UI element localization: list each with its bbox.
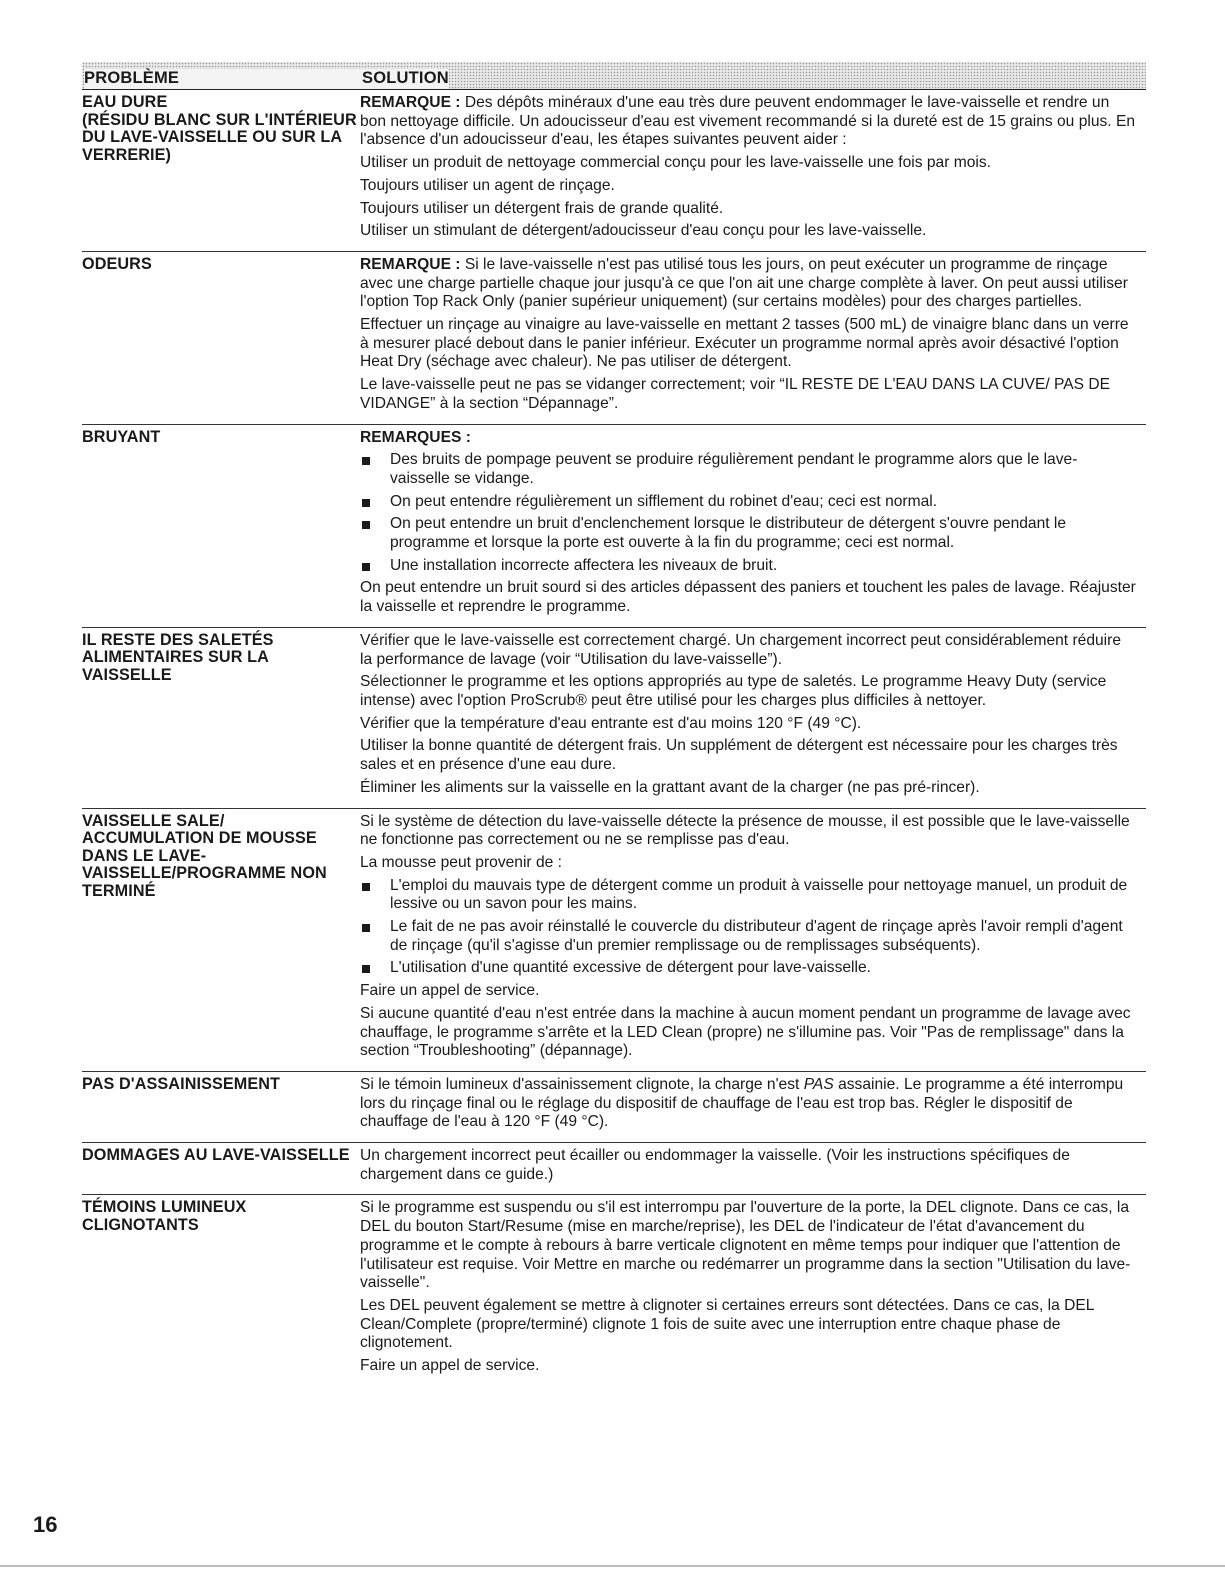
solution-paragraph: Le lave-vaisselle peut ne pas se vidanger correctement; voir “IL RESTE DE L'EAU DANS LA CUVE/ PAS DE VIDANGE” à la section “Dépannage”. bbox=[360, 376, 1111, 412]
page-number: 16 bbox=[33, 1512, 58, 1537]
problem-cell bbox=[82, 429, 360, 621]
solution-cell bbox=[360, 1147, 1146, 1188]
list-item-text: L'emploi du mauvais type de détergent comme un produit à vaisselle pour nettoyage manuel, un produit de lessive ou un savon pour les mains. bbox=[390, 876, 1128, 913]
table-row bbox=[82, 90, 1146, 252]
list-item-text: Une installation incorrecte affectera les niveaux de bruit. bbox=[390, 556, 778, 574]
square-bullet-icon bbox=[362, 521, 370, 529]
problem-title: VAISSELLE SALE/ ACCUMULATION DE MOUSSE DANS LE LAVE-VAISSELLE/PROGRAMME NON TERMINÉ bbox=[82, 811, 327, 900]
note-label: REMARQUES : bbox=[360, 428, 471, 446]
solution-paragraph: Utiliser un produit de nettoyage commercial conçu pour les lave-vaisselle une fois par mois. bbox=[360, 154, 991, 172]
list-item bbox=[360, 515, 1136, 552]
solution-paragraph: Vérifier que le lave-vaisselle est correctement chargé. Un chargement incorrect peut considérablement réduire la performance de lavage (voir “Utilisation du lave-vaisselle”). bbox=[360, 631, 1122, 668]
list-item-text: On peut entendre un bruit d'enclenchement lorsque le distributeur de détergent s'ouvre pendant le programme et lorsque la porte est ouverte à la fin du programme; ceci est normal. bbox=[390, 515, 1067, 552]
emphasis-text: PAS bbox=[803, 1075, 834, 1093]
bottom-divider bbox=[0, 1565, 1225, 1567]
solution-paragraph bbox=[360, 429, 1136, 448]
solution-paragraph: Sélectionner le programme et les options appropriés au type de saletés. Le programme Heavy Duty (service intense) avec l'option ProScrub® peut être utilisé pour les charges plus difficiles à nettoyer. bbox=[360, 673, 1107, 709]
solution-paragraph: Vérifier que la température d'eau entrante est d'au moins 120 °F (49 °C). bbox=[360, 714, 862, 732]
solution-cell bbox=[360, 1199, 1146, 1379]
square-bullet-icon bbox=[362, 965, 370, 973]
list-item bbox=[360, 959, 1136, 978]
bullet-list bbox=[360, 877, 1136, 979]
problem-title: EAU DURE (RÉSIDU BLANC SUR L'INTÉRIEUR DU LAVE-VAISSELLE OU SUR LA VERRERIE) bbox=[82, 93, 357, 164]
bullet-list bbox=[360, 451, 1136, 575]
problem-cell bbox=[82, 1147, 360, 1188]
text-segment: assainie. Le programme a été interrompu lors du rinçage final ou le réglage du dispositif de chauffage de l'eau est trop bas. Régler le dispositif de chauffage de l'eau à 120 °F (49 °C). bbox=[360, 1075, 1124, 1131]
list-item-text: Le fait de ne pas avoir réinstallé le couvercle du distributeur d'agent de rinçage après l'avoir rempli d'agent de rinçage (qu'il s'agisse d'un premier remplissage ou de remplissages subséquents). bbox=[390, 918, 1123, 954]
solution-cell bbox=[360, 429, 1146, 621]
table-row bbox=[82, 252, 1146, 425]
table-row bbox=[82, 425, 1146, 628]
list-item bbox=[360, 877, 1136, 914]
solution-paragraph: Toujours utiliser un détergent frais de grande qualité. bbox=[360, 199, 724, 217]
note-text: Des dépôts minéraux d'une eau très dure peuvent endommager le lave-vaisselle et rendre un bon nettoyage difficile. Un adoucisseur d'eau est vivement recommandé si la dureté est de 15 grains ou plus. En l'absence d'un adoucisseur d'eau, les étapes suivantes peuvent aider : bbox=[360, 94, 1136, 149]
text-segment: Si le témoin lumineux d'assainissement clignote, la charge n'est bbox=[360, 1075, 804, 1093]
square-bullet-icon bbox=[362, 883, 370, 891]
troubleshooting-table bbox=[82, 62, 1146, 1386]
problem-cell bbox=[82, 1199, 360, 1379]
note-label: REMARQUE : bbox=[360, 255, 461, 273]
table-row bbox=[82, 809, 1146, 1072]
problem-title: BRUYANT bbox=[82, 427, 161, 446]
solution-paragraph bbox=[360, 256, 1136, 312]
square-bullet-icon bbox=[362, 499, 370, 507]
list-item-text: L'utilisation d'une quantité excessive de détergent pour lave-vaisselle. bbox=[390, 959, 871, 977]
solution-paragraph: Si aucune quantité d'eau n'est entrée dans la machine à aucun moment pendant un programme de lavage avec chauffage, le programme s'arrête et la LED Clean (propre) ne s'illumine pas. Voir "Pas de remplissage" dans la section “Troubleshooting” (dépannage). bbox=[360, 1004, 1131, 1060]
square-bullet-icon bbox=[362, 457, 370, 465]
solution-paragraph: La mousse peut provenir de : bbox=[360, 853, 562, 871]
table-row bbox=[82, 628, 1146, 809]
solution-paragraph: Si le système de détection du lave-vaisselle détecte la présence de mousse, il est possible que le lave-vaisselle ne fonctionne pas correctement ou ne se remplisse pas d'eau. bbox=[360, 812, 1130, 849]
solution-paragraph bbox=[360, 94, 1136, 150]
solution-paragraph: Un chargement incorrect peut écailler ou endommager la vaisselle. (Voir les instructions spécifiques de chargement dans ce guide.) bbox=[360, 1147, 1070, 1183]
table-row bbox=[82, 1195, 1146, 1385]
problem-title: TÉMOINS LUMINEUX CLIGNOTANTS bbox=[82, 1198, 247, 1234]
problem-cell bbox=[82, 813, 360, 1065]
problem-cell bbox=[82, 256, 360, 418]
solution-paragraph: Les DEL peuvent également se mettre à clignoter si certaines erreurs sont détectées. Dans ce cas, la DEL Clean/Complete (propre/terminé) clignote 1 fois de suite avec une interruption entre chaque phase de clignotement. bbox=[360, 1296, 1094, 1352]
solution-paragraph: Si le programme est suspendu ou s'il est interrompu par l'ouverture de la porte, la DEL clignote. Dans ce cas, la DEL du bouton Start/Resume (mise en marche/reprise), les DEL de l'indicateur de l'état d'avancement du programme et le compte à rebours à barre verticale clignotent en même temps pour indiquer que l'attention de l'utilisateur est requise. Voir Mettre en marche ou redémarrer un programme dans la section "Utilisation du lave-vaisselle". bbox=[360, 1199, 1131, 1292]
solution-paragraph: On peut entendre un bruit sourd si des articles dépassent des paniers et touchent les pales de lavage. Réajuster la vaisselle et reprendre le programme. bbox=[360, 579, 1136, 616]
table-row bbox=[82, 1143, 1146, 1195]
solution-paragraph: Faire un appel de service. bbox=[360, 982, 540, 1000]
solution-cell bbox=[360, 632, 1146, 802]
list-item-text: Des bruits de pompage peuvent se produire régulièrement pendant le programme alors que le lave-vaisselle se vidange. bbox=[390, 451, 1078, 487]
solution-cell bbox=[360, 1076, 1146, 1136]
table-row bbox=[82, 1072, 1146, 1143]
problem-cell bbox=[82, 632, 360, 802]
note-text: Si le lave-vaisselle n'est pas utilisé tous les jours, on peut exécuter un programme de rinçage avec une charge partielle chaque jour jusqu'à ce que l'on ait une charge complète à laver. On peut aussi utiliser l'option Top Rack Only (panier supérieur uniquement) (sur certains modèles) pour des charges partielles. bbox=[360, 255, 1128, 311]
problem-cell bbox=[82, 1076, 360, 1136]
square-bullet-icon bbox=[362, 924, 370, 932]
solution-paragraph: Utiliser la bonne quantité de détergent frais. Un supplément de détergent est nécessaire pour les charges très sales et en présence d'une eau dure. bbox=[360, 737, 1118, 774]
header-problem: PROBLÈME bbox=[84, 69, 362, 89]
problem-title: PAS D'ASSAINISSEMENT bbox=[82, 1074, 281, 1093]
solution-paragraph: Effectuer un rinçage au vinaigre au lave-vaisselle en mettant 2 tasses (500 mL) de vinaigre blanc dans un verre à mesurer placé debout dans le panier inférieur. Exécuter un programme normal après avoir désactivé l'option Heat Dry (séchage avec chaleur). Ne pas utiliser de détergent. bbox=[360, 316, 1129, 371]
list-item bbox=[360, 918, 1136, 955]
list-item-text: On peut entendre régulièrement un sifflement du robinet d'eau; ceci est normal. bbox=[390, 492, 938, 510]
solution-paragraph: Faire un appel de service. bbox=[360, 1357, 540, 1375]
solution-paragraph: Utiliser un stimulant de détergent/adoucisseur d'eau conçu pour les lave-vaisselle. bbox=[360, 222, 927, 240]
solution-paragraph: Toujours utiliser un agent de rinçage. bbox=[360, 176, 615, 194]
square-bullet-icon bbox=[362, 563, 370, 571]
problem-cell bbox=[82, 94, 360, 245]
list-item bbox=[360, 557, 1136, 576]
problem-title: IL RESTE DES SALETÉS ALIMENTAIRES SUR LA VAISSELLE bbox=[82, 630, 274, 684]
solution-paragraph: Éliminer les aliments sur la vaisselle en la grattant avant de la charger (ne pas pré-rincer). bbox=[360, 778, 980, 796]
problem-title: DOMMAGES AU LAVE-VAISSELLE bbox=[82, 1146, 350, 1165]
problem-title: ODEURS bbox=[82, 254, 152, 273]
header-solution: SOLUTION bbox=[362, 69, 449, 87]
solution-cell bbox=[360, 256, 1146, 418]
solution-paragraph bbox=[360, 1076, 1136, 1132]
note-label: REMARQUE : bbox=[360, 94, 461, 111]
list-item bbox=[360, 451, 1136, 488]
solution-cell bbox=[360, 94, 1146, 245]
solution-cell bbox=[360, 813, 1146, 1065]
table-header bbox=[82, 62, 1146, 90]
list-item bbox=[360, 493, 1136, 512]
